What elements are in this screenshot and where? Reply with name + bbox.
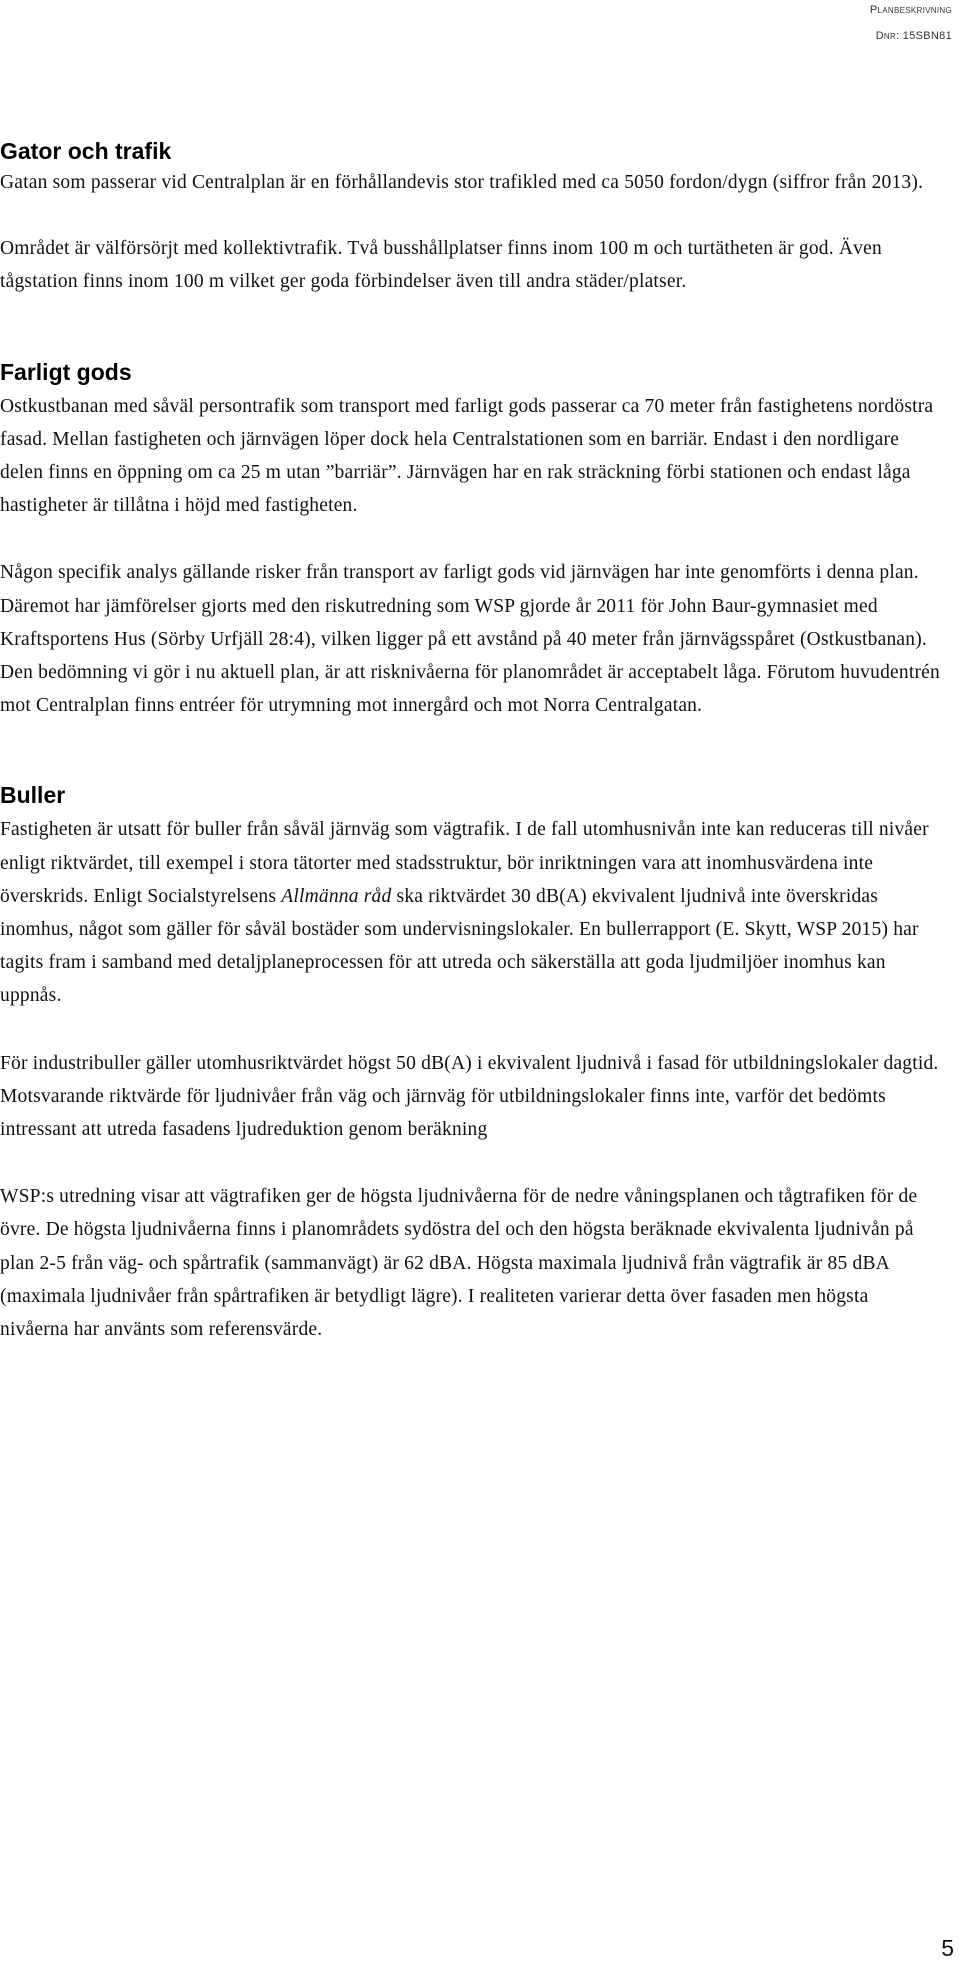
section-title-farligt-gods: Farligt gods [0, 358, 132, 385]
section-title-buller: Buller [0, 782, 66, 809]
document-type-header: Planbeskrivning [869, 4, 952, 16]
buller-1-text-end: ska riktvärdet 30 dB(A) ekvivalent ljudnivå inte överskridas inomhus, något som gäller för såväl bostäder som undervisningslokaler. En bullerrapport (E. Skytt, WSP 2015) har tagits fram i samband med detaljplaneprocessen för att utreda och säkerställa att goda ljudmiljöer inomhus kan uppnås. [0, 885, 919, 1007]
paragraph-buller-1 [0, 813, 940, 1012]
paragraph-gator-2: Området är välförsörjt med kollektivtrafik. Två busshållplatser finns inom 100 m och turtätheten är god. Även tågstation finns inom 100 m vilket ger goda förbindelser även till andra städer/platser. [0, 238, 882, 293]
document-number-header: Dnr: 15SBN81 [875, 30, 952, 42]
buller-1-text-start: Fastigheten är utsatt för buller från såväl järnväg som vägtrafik. I de fall utomhusnivån inte kan reduceras till nivåer enligt riktvärdet, till exempel i stora tätorter med stadsstruktur, bör inriktningen vara att inomhusvärdena inte överskrids. Enligt Socialstyrelsens [0, 819, 929, 907]
section-title-gator: Gator och trafik [0, 138, 172, 164]
paragraph-buller-3: WSP:s utredning visar att vägtrafiken ger de högsta ljudnivåerna för de nedre våningsplanen och tågtrafiken för de övre. De högsta ljudnivåerna finns i planområdets sydöstra del och den högsta beräknade ekvivalenta ljudnivån på plan 2-5 från väg- och spårtrafik (sammanvägt) är 62 dBA. Högsta maximala ljudnivå från vägtrafik är 85 dBA (maximala ljudnivåer från spårtrafiken är betydligt lägre). I realiteten varierar detta över fasaden men högsta nivåerna har använts som referensvärde. [0, 1186, 918, 1341]
paragraph-buller-2: För industribuller gäller utomhusriktvärdet högst 50 dB(A) i ekvivalent ljudnivå i fasad för utbildningslokaler dagtid. Motsvarande riktvärde för ljudnivåer från väg och järnväg för utbildningslokaler finns inte, varför det bedömts intressant att utreda fasadens ljudreduktion genom beräkning [0, 1052, 939, 1141]
paragraph-gator-1: Gatan som passerar vid Centralplan är en förhållandevis stor trafikled med ca 5050 fordon/dygn (siffror från 2013). [0, 172, 924, 193]
page-number: 5 [941, 1935, 954, 1961]
paragraph-farligt-gods-1: Ostkustbanan med såväl persontrafik som transport med farligt gods passerar ca 70 meter från fastighetens nordöstra fasad. Mellan fastigheten och järnvägen löper dock hela Centralstationen som en barriär. Endast i den nordligare delen finns en öppning om ca 25 m utan ”barriär”. Järnvägen har en rak sträckning förbi stationen och endast låga hastigheter är tillåtna i höjd med fastigheten. [0, 395, 934, 517]
paragraph-farligt-gods-2: Någon specifik analys gällande risker från transport av farligt gods vid järnvägen har inte genomförts i denna plan. Däremot har jämförelser gjorts med den riskutredning som WSP gjorde år 2011 för John Baur-gymnasiet med Kraftsportens Hus (Sörby Urfjäll 28:4), vilken ligger på ett avstånd på 40 meter från järnvägsspåret (Ostkustbanan). Den bedömning vi gör i nu aktuell plan, är att risknivåerna för planområdet är acceptabelt låga. Förutom huvudentrén mot Centralplan finns entréer för utrymning mot innergård och mot Norra Centralgatan. [0, 562, 940, 717]
allmanna-rad-emphasis: Allmänna råd [281, 885, 392, 907]
document-body [0, 136, 940, 1346]
